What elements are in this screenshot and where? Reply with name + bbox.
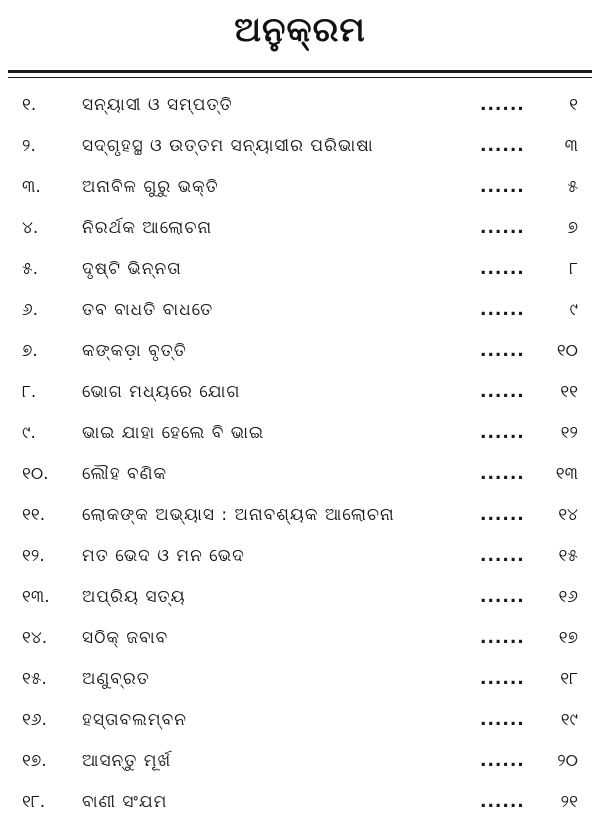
toc-entry [0, 455, 600, 496]
entry-title: ସଠିକ୍ ଜବାବ [82, 628, 169, 648]
entry-leader-dots: ...... [480, 341, 525, 361]
entry-leader-dots: ...... [480, 423, 525, 443]
entry-leader-dots: ...... [480, 95, 525, 115]
toc-entry [0, 701, 600, 742]
page-title: ଅନୁକ୍ରମ [234, 10, 366, 50]
entry-page-number: ୩ [564, 136, 578, 156]
toc-entry [0, 783, 600, 824]
toc-entry [0, 578, 600, 619]
entry-leader-dots: ...... [480, 751, 525, 771]
entry-number: ୧୦. [22, 464, 49, 484]
toc-entry [0, 291, 600, 332]
toc-entry [0, 127, 600, 168]
entry-leader-dots: ...... [480, 792, 525, 812]
entry-leader-dots: ...... [480, 259, 525, 279]
entry-title: ଆସନ୍ତୁ ମୂର୍ଖ [82, 751, 172, 771]
entry-leader-dots: ...... [480, 710, 525, 730]
entry-title: ମତ ଭେଦ ଓ ମନ ଭେଦ [82, 546, 245, 566]
entry-title: ସଦ୍‌ଗୃହସ୍ଥ ଓ ଉତ୍ତମ ସନ୍ୟାସୀର ପରିଭାଷା [82, 136, 374, 156]
entry-number: ୪. [22, 218, 39, 238]
entry-title: ଦୃଷ୍ଟି ଭିନ୍ନତା [82, 259, 182, 279]
entry-page-number: ୧ [569, 95, 578, 115]
entry-title: ଭୋଗ ମଧ୍ୟରେ ଯୋଗ [82, 382, 241, 402]
entry-page-number: ୧୧ [560, 382, 578, 402]
entry-title: ନିରର୍ଥକ ଆଲୋଚନା [82, 218, 213, 238]
toc-entry [0, 496, 600, 537]
entry-page-number: ୭ [567, 218, 578, 238]
entry-number: ୭. [22, 341, 38, 361]
toc-entry [0, 660, 600, 701]
entry-leader-dots: ...... [480, 464, 525, 484]
entry-number: ୧୮. [22, 792, 46, 812]
entry-page-number: ୫ [567, 177, 578, 197]
entry-number: ୧୬. [22, 710, 47, 730]
toc-entry [0, 537, 600, 578]
entry-title: ତବ ବାଧତି ବାଧତେ [82, 300, 214, 320]
toc-entry [0, 332, 600, 373]
entry-title: ଅପ୍ରିୟ ସତ୍ୟ [82, 587, 186, 607]
entry-leader-dots: ...... [480, 628, 525, 648]
entry-page-number: ୧୬ [558, 587, 578, 607]
entry-page-number: ୧୨ [560, 423, 578, 443]
entry-title: ହସ୍ତାବଲମ୍ବନ [82, 710, 187, 730]
entry-page-number: ୧୦ [556, 341, 578, 361]
toc-entry [0, 619, 600, 660]
entry-title: ସନ୍ୟାସୀ ଓ ସମ୍ପତ୍ତି [82, 95, 233, 115]
entry-leader-dots: ...... [480, 136, 525, 156]
entry-number: ୫. [22, 259, 39, 279]
entry-title: ଅନାବିଳ ଗୁରୁ ଭକ୍ତି [82, 177, 219, 197]
entry-page-number: ୨୧ [560, 792, 578, 812]
entry-number: ୧୪. [22, 628, 48, 648]
title-divider-thick [8, 70, 592, 73]
entry-title: ଭାଇ ଯାହା ହେଲେ ବି ଭାଇ [82, 423, 265, 443]
entry-page-number: ୨୦ [557, 751, 578, 771]
entry-number: ୬. [22, 300, 39, 320]
entry-number: ୧୫. [22, 669, 47, 689]
entry-title: ଲୌହ ବଣିକ [82, 464, 168, 484]
entry-number: ୨. [22, 136, 36, 156]
entry-leader-dots: ...... [480, 505, 525, 525]
entry-number: ୩. [22, 177, 41, 197]
toc-entry [0, 742, 600, 783]
entry-title: ବାଣୀ ସଂଯମ [82, 792, 168, 812]
entry-number: ୧୭. [22, 751, 47, 771]
entry-leader-dots: ...... [480, 177, 525, 197]
entry-title: ଅଣୁବ୍ରତ [82, 669, 150, 689]
toc-entry [0, 373, 600, 414]
toc-entry [0, 250, 600, 291]
title-divider-thin [8, 77, 592, 78]
entry-number: ୧୩. [22, 587, 50, 607]
entry-page-number: ୧୩ [555, 464, 578, 484]
entry-title: କଙ୍କଡ଼ା ବୃତ୍ତି [82, 341, 187, 361]
entry-page-number: ୮ [569, 259, 578, 279]
entry-title: ଲୋକଙ୍କ ଅଭ୍ୟାସ : ଅନାବଶ୍ୟକ ଆଲୋଚନା [82, 505, 395, 525]
entry-leader-dots: ...... [480, 587, 525, 607]
entry-leader-dots: ...... [480, 546, 525, 566]
entry-number: ୮. [22, 382, 37, 402]
entry-page-number: ୧୯ [560, 710, 578, 730]
entry-page-number: ୧୪ [558, 505, 578, 525]
entry-page-number: ୧୫ [558, 546, 578, 566]
entry-number: ୧୨. [22, 546, 45, 566]
table-of-contents [0, 86, 600, 824]
entry-page-number: ୧୭ [558, 628, 578, 648]
entry-number: ୧୧. [22, 505, 46, 525]
toc-entry [0, 86, 600, 127]
toc-entry [0, 168, 600, 209]
entry-leader-dots: ...... [480, 669, 525, 689]
toc-entry [0, 414, 600, 455]
entry-leader-dots: ...... [480, 300, 525, 320]
entry-number: ୯. [22, 423, 36, 443]
entry-number: ୧. [22, 95, 37, 115]
toc-entry [0, 209, 600, 250]
entry-leader-dots: ...... [480, 382, 525, 402]
entry-page-number: ୧୮ [560, 669, 578, 689]
entry-page-number: ୯ [569, 300, 578, 320]
entry-leader-dots: ...... [480, 218, 525, 238]
